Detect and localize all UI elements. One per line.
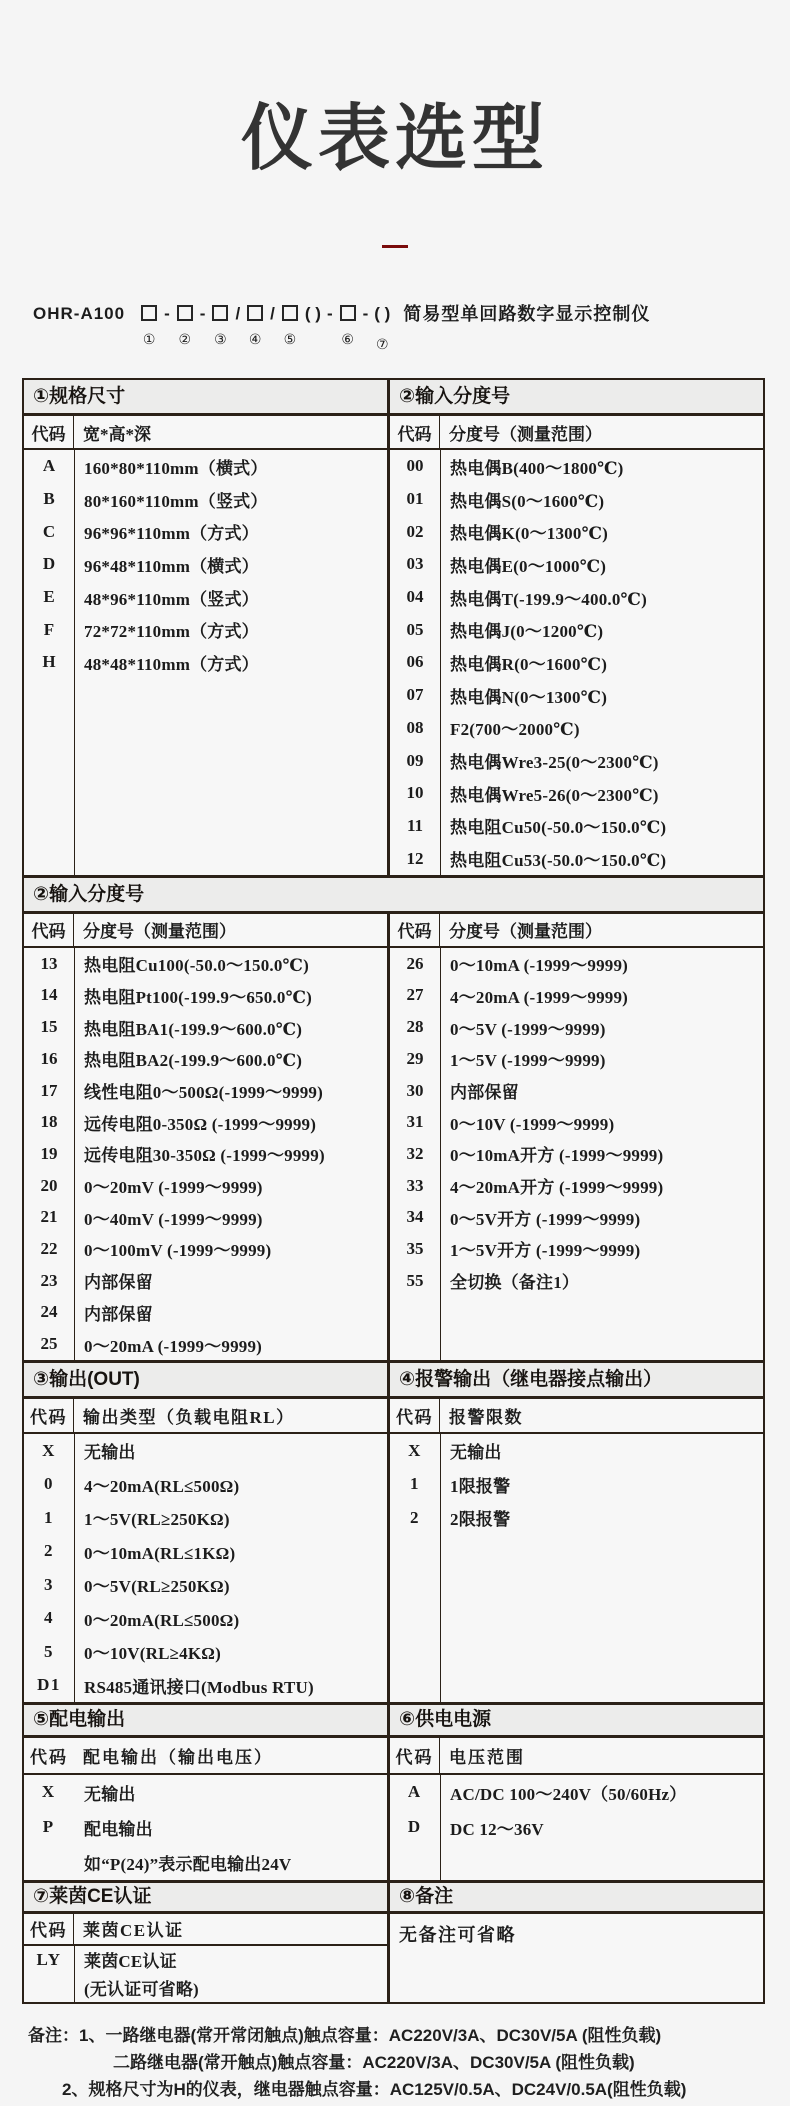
position-number: ①: [142, 331, 156, 347]
model-slot-2: [173, 302, 197, 347]
code-cell: 2: [410, 1507, 420, 1527]
table-row: [390, 980, 763, 1012]
code-column-header: 代码: [24, 1914, 74, 1944]
table-row: [24, 1075, 387, 1107]
table-row: [390, 1501, 763, 1535]
desc-cell: 热电偶J(0～1200℃): [450, 622, 604, 642]
desc-cell: 0～10mA(RL≤1KΩ): [84, 1543, 236, 1563]
section-power-supply: [390, 1705, 763, 1880]
desc-cell: 莱茵CE认证: [84, 1952, 177, 1972]
code-column-header: 代码: [390, 416, 440, 448]
desc-column-header: 分度号（测量范围）: [449, 424, 602, 444]
code-cell: 00: [406, 456, 424, 476]
code-cell: A: [407, 1782, 423, 1802]
table-row: [24, 1328, 387, 1360]
footnote-line: 二路继电器(常开触点)触点容量：AC220V/3A、DC30V/5A (阻性负载): [113, 2052, 635, 2072]
table-row: [24, 1635, 387, 1669]
table-row: [390, 810, 763, 843]
position-number: ⑥: [341, 331, 354, 347]
column-header-row: [24, 1738, 387, 1775]
code-cell: 28: [406, 1017, 424, 1037]
code-cell: 06: [406, 652, 424, 672]
desc-cell: 0～20mA (-1999～9999): [84, 1336, 263, 1356]
section-alarm: [390, 1363, 763, 1702]
code-cell: 14: [40, 985, 58, 1005]
code-cell: H: [42, 652, 56, 672]
title-accent-dash: [382, 245, 408, 248]
code-cell: 24: [40, 1302, 58, 1322]
model-separator: /: [235, 304, 241, 323]
section-spec: [24, 380, 390, 875]
code-box-icon: [141, 305, 157, 321]
section-remark: [390, 1883, 763, 2002]
table-row: [24, 581, 387, 614]
model-slot-3: [208, 302, 232, 347]
code-cell: 09: [406, 750, 424, 770]
model-paren: ( ): [304, 304, 321, 323]
table-row: [24, 1974, 387, 2002]
code-box-icon: [212, 305, 228, 321]
section-title: ②输入分度号: [24, 878, 763, 914]
code-cell: 04: [406, 587, 424, 607]
model-slot-5: [278, 302, 302, 347]
desc-cell: 无输出: [84, 1443, 136, 1463]
code-cell: D: [407, 1817, 423, 1837]
table-row: [390, 744, 763, 777]
desc-cell: 无输出: [84, 1784, 136, 1804]
desc-cell: 热电偶S(0～1600℃): [450, 491, 605, 511]
code-cell: 2: [44, 1541, 54, 1561]
table-row: [390, 1775, 763, 1810]
table-row: [24, 1201, 387, 1233]
code-cell: 19: [40, 1143, 58, 1163]
band-power: [24, 1702, 763, 1880]
table-row: [24, 980, 387, 1012]
section-title: ②输入分度号: [390, 380, 763, 416]
desc-cell: 热电偶K(0～1300℃): [450, 524, 609, 544]
code-cell: 25: [40, 1334, 58, 1354]
desc-cell: 1～5V (-1999～9999): [450, 1051, 606, 1071]
code-cell: B: [43, 489, 55, 509]
code-box-icon: [340, 305, 356, 321]
desc-cell: 4～20mA开方 (-1999～9999): [450, 1178, 664, 1198]
model-slot-1: [137, 302, 161, 347]
section-title: ③输出(OUT): [24, 1363, 387, 1399]
section-title: ④报警输出（继电器接点输出）: [390, 1363, 763, 1399]
desc-cell: 96*96*110mm（方式）: [84, 524, 259, 544]
table-row: [390, 1265, 763, 1297]
section-title: ⑥供电电源: [390, 1705, 763, 1738]
selection-table: [22, 378, 765, 2004]
remark-body: 无备注可省略: [399, 1924, 516, 1945]
code-cell: 34: [406, 1207, 424, 1227]
column-header-row: [390, 1738, 763, 1775]
code-cell: 20: [40, 1175, 58, 1195]
code-cell: LY: [36, 1949, 62, 1969]
table-row: [24, 1043, 387, 1075]
code-cell: 22: [40, 1238, 58, 1258]
band-input-2: [24, 875, 763, 1360]
code-cell: 0: [44, 1474, 54, 1494]
model-slot-6: [336, 302, 360, 347]
section-output: [24, 1363, 390, 1702]
desc-cell: 4～20mA(RL≤500Ω): [84, 1476, 240, 1496]
desc-cell: 热电阻Cu100(-50.0～150.0℃): [84, 956, 309, 976]
code-cell: 32: [406, 1143, 424, 1163]
code-cell: 30: [406, 1080, 424, 1100]
position-number: ④: [248, 331, 262, 347]
code-cell: 21: [40, 1207, 58, 1227]
position-number: ⑦: [376, 336, 389, 352]
desc-cell: F2(700～2000℃): [450, 720, 580, 740]
table-row: [24, 1845, 387, 1880]
code-cell: D: [42, 554, 56, 574]
table-row: [24, 613, 387, 646]
table-row: [390, 777, 763, 810]
band-ce-remark: [24, 1880, 763, 2002]
table-row: [24, 450, 387, 483]
code-cell: 05: [406, 619, 424, 639]
section-input-2-left: [24, 914, 390, 1360]
desc-cell: 48*48*110mm（方式）: [84, 654, 259, 674]
position-number: ②: [178, 331, 192, 347]
desc-cell: 热电阻BA1(-199.9～600.0℃): [84, 1019, 303, 1039]
table-row: [24, 1668, 387, 1702]
section-ce: [24, 1883, 390, 2002]
model-prefix: OHR-A100: [33, 304, 126, 323]
desc-cell: 0～10V (-1999～9999): [450, 1114, 615, 1134]
desc-column-header: 报警限数: [449, 1407, 523, 1427]
footnote-line: 2、规格尺寸为H的仪表，继电器触点容量：AC125V/0.5A、DC24V/0.5A(阻性负载): [62, 2079, 687, 2099]
model-paren: ( ): [374, 304, 391, 323]
code-cell: 18: [40, 1112, 58, 1132]
code-cell: 3: [44, 1574, 54, 1594]
code-cell: 26: [406, 953, 424, 973]
model-separator: -: [362, 304, 369, 323]
model-separator: -: [164, 304, 170, 323]
table-row: [390, 1170, 763, 1202]
desc-column-header: 电压范围: [449, 1747, 525, 1767]
desc-cell: 内部保留: [84, 1273, 153, 1293]
position-number: ⑤: [283, 331, 297, 347]
table-row: [390, 1043, 763, 1075]
table-row: [390, 483, 763, 516]
model-separator: -: [326, 304, 333, 323]
desc-cell: 1限报警: [450, 1476, 511, 1496]
table-row: [390, 581, 763, 614]
table-row: [390, 515, 763, 548]
table-row: [24, 1233, 387, 1265]
table-row: [24, 548, 387, 581]
code-cell: 13: [40, 953, 58, 973]
code-cell: 1: [410, 1474, 420, 1494]
table-row: [390, 1075, 763, 1107]
desc-cell: 0～5V (-1999～9999): [450, 1019, 606, 1039]
table-row: [390, 712, 763, 745]
model-code-line: [30, 302, 790, 352]
table-row: [24, 515, 387, 548]
table-row: [390, 1106, 763, 1138]
code-cell: F: [43, 619, 55, 639]
table-row: [390, 1810, 763, 1845]
section-body: [390, 948, 763, 1360]
desc-cell: 热电偶T(-199.9～400.0℃): [450, 589, 647, 609]
code-cell: 17: [40, 1080, 58, 1100]
code-box-icon: [247, 305, 263, 321]
code-cell: X: [42, 1440, 56, 1460]
desc-cell: 无输出: [450, 1443, 502, 1463]
desc-column-header: 分度号（测量范围）: [449, 922, 602, 942]
table-row: [390, 450, 763, 483]
desc-cell: 1～5V(RL≥250KΩ): [84, 1510, 230, 1530]
table-row: [24, 483, 387, 516]
section-body: [390, 450, 763, 875]
desc-column-header: 分度号（测量范围）: [83, 922, 236, 942]
table-row: [24, 1946, 387, 1974]
section-input-1: [390, 380, 763, 875]
desc-cell: 远传电阻30-350Ω (-1999～9999): [84, 1146, 325, 1166]
code-column-header: 代码: [24, 914, 74, 946]
code-column-header: 代码: [30, 1747, 68, 1767]
section-body: [390, 1434, 763, 1702]
desc-cell: 如“P(24)”表示配电输出24V: [84, 1854, 292, 1874]
desc-cell: 热电偶Wre3-25(0～2300℃): [450, 753, 659, 773]
desc-cell: 80*160*110mm（竖式）: [84, 491, 268, 511]
desc-cell: DC 12～36V: [450, 1819, 544, 1839]
table-row: [24, 1467, 387, 1501]
desc-cell: 热电偶R(0～1600℃): [450, 654, 608, 674]
column-header-row: [390, 914, 763, 948]
desc-cell: 4～20mA (-1999～9999): [450, 987, 629, 1007]
desc-cell: 热电偶E(0～1000℃): [450, 556, 607, 576]
desc-cell: 热电偶B(400～1800℃): [450, 458, 624, 478]
code-cell: 12: [406, 848, 424, 868]
code-cell: P: [42, 1817, 56, 1837]
table-row: [390, 1233, 763, 1265]
desc-cell: 1～5V开方 (-1999～9999): [450, 1241, 641, 1261]
table-row: [390, 1201, 763, 1233]
desc-column-header: 输出类型（负载电阻RL）: [83, 1407, 295, 1427]
desc-cell: 96*48*110mm（横式）: [84, 556, 259, 576]
code-cell: 16: [40, 1048, 58, 1068]
code-cell: X: [408, 1440, 422, 1460]
desc-cell: 0～10mA开方 (-1999～9999): [450, 1146, 664, 1166]
column-header-row: [24, 416, 387, 450]
code-cell: A: [42, 456, 56, 476]
table-row: [390, 1467, 763, 1501]
code-column-header: 代码: [390, 914, 440, 946]
table-row: [390, 613, 763, 646]
table-row: [24, 646, 387, 679]
desc-cell: 0～40mV (-1999～9999): [84, 1209, 263, 1229]
code-column-header: 代码: [390, 1738, 440, 1773]
section-body: [24, 1434, 387, 1702]
table-row: [390, 646, 763, 679]
code-cell: 03: [406, 554, 424, 574]
table-row: [24, 1534, 387, 1568]
table-row: [24, 1568, 387, 1602]
code-cell: 01: [406, 489, 424, 509]
desc-cell: 2限报警: [450, 1510, 511, 1530]
section-title: ①规格尺寸: [24, 380, 387, 416]
code-cell: 35: [406, 1238, 424, 1258]
table-row: [24, 1265, 387, 1297]
desc-cell: 0～20mA(RL≤500Ω): [84, 1610, 240, 1630]
section-power-dist: [24, 1705, 390, 1880]
section-body: [24, 948, 387, 1360]
model-slot-7: [371, 302, 393, 352]
code-box-icon: [177, 305, 193, 321]
code-cell: 33: [406, 1175, 424, 1195]
table-row: [24, 1775, 387, 1810]
section-body: [24, 1946, 387, 2002]
desc-cell: 热电阻Pt100(-199.9～650.0℃): [84, 987, 312, 1007]
footnotes: [0, 2022, 790, 2103]
desc-cell: AC/DC 100～240V（50/60Hz）: [450, 1784, 687, 1804]
code-cell: X: [41, 1782, 57, 1802]
code-box-icon: [282, 305, 298, 321]
code-cell: C: [42, 521, 56, 541]
code-cell: 1: [44, 1507, 54, 1527]
section-title: ⑧备注: [390, 1883, 763, 1914]
model-description: 简易型单回路数字显示控制仪: [403, 304, 651, 324]
code-cell: E: [43, 587, 55, 607]
table-row: [390, 948, 763, 980]
desc-cell: 全切换（备注1）: [450, 1273, 580, 1293]
section-body: [390, 1775, 763, 1880]
model-slot-4: [243, 302, 267, 347]
section-body: [24, 1775, 387, 1880]
footnote-line: 备注：1、一路继电器(常开常闭触点)触点容量：AC220V/3A、DC30V/5A (阻性负载): [28, 2025, 662, 2045]
band-output-alarm: [24, 1360, 763, 1702]
desc-cell: 热电偶N(0～1300℃): [450, 687, 608, 707]
desc-cell: 0～5V开方 (-1999～9999): [450, 1209, 641, 1229]
table-row: [390, 679, 763, 712]
position-number: ③: [214, 331, 227, 347]
section-title: ⑤配电输出: [24, 1705, 387, 1738]
code-cell: 31: [406, 1112, 424, 1132]
table-row: [24, 1434, 387, 1468]
band-spec-input: [24, 380, 763, 875]
desc-cell: 热电阻Cu53(-50.0～150.0℃): [450, 851, 667, 871]
table-row: [24, 948, 387, 980]
code-cell: 23: [40, 1270, 58, 1290]
desc-cell: 0～20mV (-1999～9999): [84, 1178, 263, 1198]
table-row: [24, 1501, 387, 1535]
model-separator: /: [270, 304, 275, 323]
table-row: [24, 1810, 387, 1845]
table-row: [24, 1106, 387, 1138]
code-cell: 29: [406, 1048, 424, 1068]
code-column-header: 代码: [24, 416, 74, 448]
section-body: [24, 450, 387, 875]
desc-column-header: 莱茵CE认证: [83, 1921, 184, 1941]
table-row: [390, 1011, 763, 1043]
code-cell: 07: [406, 685, 424, 705]
desc-cell: 48*96*110mm（竖式）: [84, 589, 259, 609]
code-cell: 08: [406, 717, 424, 737]
table-row: [390, 1434, 763, 1468]
desc-cell: 160*80*110mm（横式）: [84, 458, 268, 478]
desc-cell: 配电输出: [84, 1819, 153, 1839]
table-row: [390, 1138, 763, 1170]
code-cell: 55: [406, 1270, 424, 1290]
code-cell: 5: [44, 1641, 54, 1661]
code-cell: 11: [406, 815, 424, 835]
column-header-row: [24, 1399, 387, 1434]
code-cell: 10: [406, 783, 424, 803]
desc-cell: (无认证可省略): [84, 1980, 199, 2000]
desc-cell: 远传电阻0-350Ω (-1999～9999): [84, 1114, 317, 1134]
desc-cell: 内部保留: [84, 1304, 153, 1324]
desc-cell: 热电阻BA2(-199.9～600.0℃): [84, 1051, 303, 1071]
code-cell: 27: [406, 985, 424, 1005]
table-row: [390, 842, 763, 875]
desc-cell: 72*72*110mm（方式）: [84, 622, 259, 642]
desc-cell: 0～5V(RL≥250KΩ): [84, 1577, 230, 1597]
desc-cell: 热电偶Wre5-26(0～2300℃): [450, 785, 659, 805]
model-separator: -: [199, 304, 206, 323]
desc-cell: 0～10mA (-1999～9999): [450, 956, 629, 976]
column-header-row: [24, 1914, 387, 1946]
table-row: [24, 1170, 387, 1202]
section-title: ⑦莱茵CE认证: [24, 1883, 387, 1914]
code-column-header: 代码: [390, 1399, 440, 1432]
desc-cell: 内部保留: [450, 1083, 519, 1103]
table-row: [390, 548, 763, 581]
code-cell: 4: [44, 1608, 54, 1628]
table-row: [24, 1601, 387, 1635]
code-cell: 15: [40, 1017, 58, 1037]
table-row: [24, 1011, 387, 1043]
desc-cell: 热电阻Cu50(-50.0～150.0℃): [450, 818, 667, 838]
desc-cell: 线性电阻0～500Ω(-1999～9999): [84, 1083, 323, 1103]
desc-cell: 0～100mV (-1999～9999): [84, 1241, 272, 1261]
desc-cell: 0～10V(RL≥4KΩ): [84, 1644, 221, 1664]
code-cell: D1: [37, 1675, 61, 1695]
code-cell: 02: [406, 521, 424, 541]
column-header-row: [24, 914, 387, 948]
page-title: 仪表选型: [240, 99, 549, 179]
desc-column-header: 配电输出（输出电压）: [83, 1747, 273, 1767]
desc-cell: RS485通讯接口(Modbus RTU): [84, 1677, 314, 1697]
section-input-2-right: [390, 914, 763, 1360]
code-column-header: 代码: [24, 1399, 74, 1432]
table-row: [24, 1297, 387, 1329]
column-header-row: [390, 1399, 763, 1434]
column-header-row: [390, 416, 763, 450]
desc-column-header: 宽*高*深: [83, 424, 151, 444]
table-row: [24, 1138, 387, 1170]
